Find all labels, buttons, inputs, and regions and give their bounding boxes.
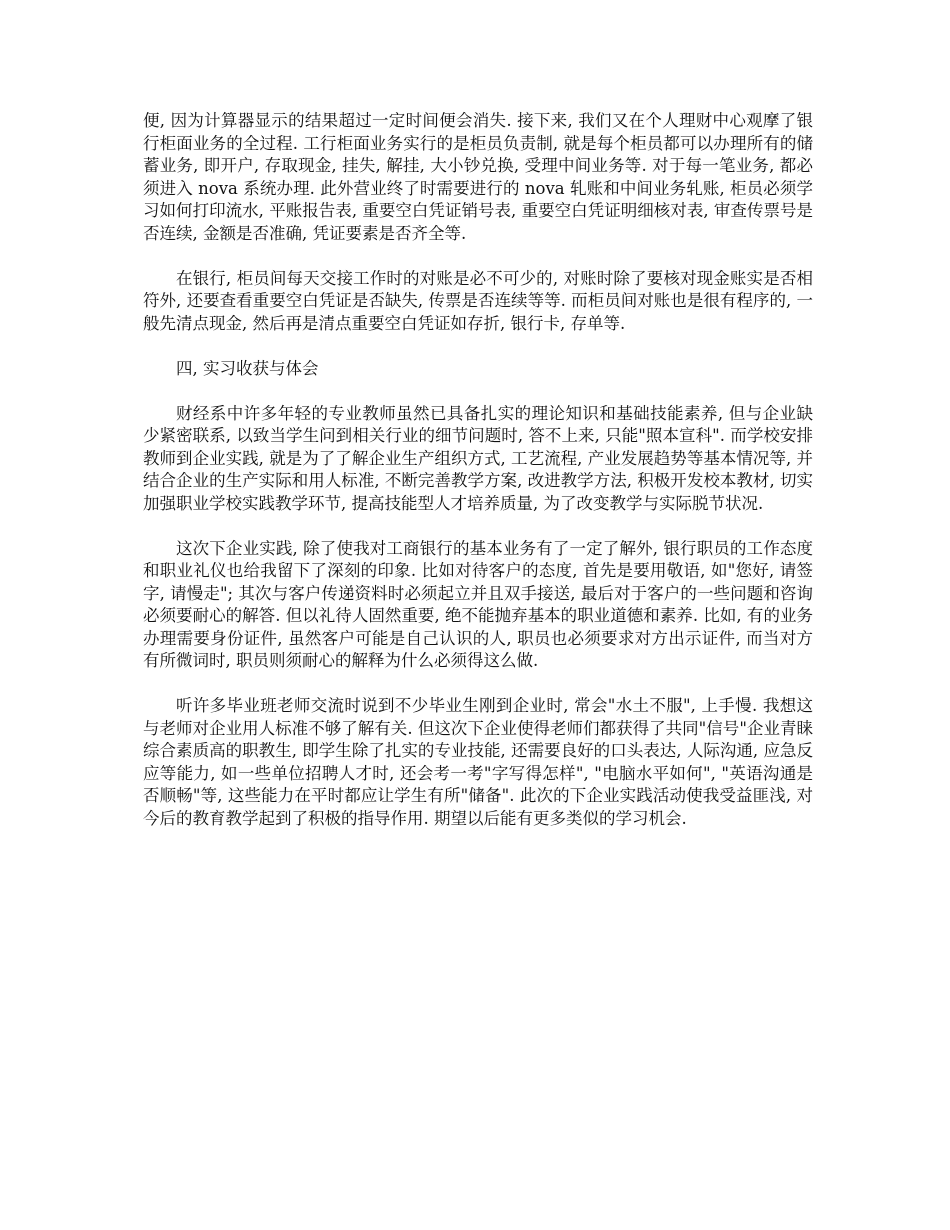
paragraph-teller-reconciliation: 在银行, 柜员间每天交接工作时的对账是必不可少的, 对账时除了要核对现金账实是否相符外, 还要查看重要空白凭证是否缺失, 传票是否连续等等. 而柜员间对账也是很有程序的, 一般先清点现金, 然后再是清点重要空白凭证如存折, 银行卡, 存单等. (143, 268, 813, 333)
paragraph-counter-operations: 便, 因为计算器显示的结果超过一定时间便会消失. 接下来, 我们又在个人理财中心观摩了银行柜面业务的全过程. 工行柜面业务实行的是柜员负责制, 就是每个柜员都可以办理所有的储蓄业务, 即开户, 存取现金, 挂失, 解挂, 大小钞兑换, 受理中间业务等. 对于每一笔业务, 都必须进入 nova 系统办理. 此外营业终了时需要进行的 nova 轧账和中间业务轧账, 柜员必须学习如何打印流水, 平账报告表, 重要空白凭证销号表, 重要空白凭证明细核对表, 审查传票号是否连续, 金额是否准确, 凭证要素是否齐全等. (143, 111, 813, 243)
document-page (143, 110, 813, 853)
paragraph-graduate-adaptation: 听许多毕业班老师交流时说到不少毕业生刚到企业时, 常会"水土不服", 上手慢. 我想这与老师对企业用人标准不够了解有关. 但这次下企业使得老师们都获得了共同"信号"企业青睐综合素质高的职教生, 即学生除了扎实的专业技能, 还需要良好的口头表达, 人际沟通, 应急反应等能力, 如一些单位招聘人才时, 还会考一考"字写得怎样", "电脑水平如何", "英语沟通是否顺畅"等, 这些能力在平时都应让学生有所"储备". 此次的下企业实践活动使我受益匪浅, 对今后的教育教学起到了积极的指导作用. 期望以后能有更多类似的学习机会. (143, 696, 813, 828)
section-heading-internship-gains: 四, 实习收获与体会 (176, 358, 319, 378)
paragraph-teacher-practice: 财经系中许多年轻的专业教师虽然已具备扎实的理论知识和基础技能素养, 但与企业缺少紧密联系, 以致当学生问到相关行业的细节问题时, 答不上来, 只能"照本宣科". 而学校安排教师到企业实践, 就是为了了解企业生产组织方式, 工艺流程, 产业发展趋势等基本情况等, 并结合企业的生产实际和用人标准, 不断完善教学方案, 改进教学方法, 积极开发校本教材, 切实加强职业学校实践教学环节, 提高技能型人才培养质量, 为了改变教学与实际脱节状况. (143, 403, 813, 513)
paragraph-work-attitude: 这次下企业实践, 除了使我对工商银行的基本业务有了一定了解外, 银行职员的工作态度和职业礼仪也给我留下了深刻的印象. 比如对待客户的态度, 首先是要用敬语, 如"您好, 请签字, 请慢走"; 其次与客户传递资料时必须起立并且双手接送, 最后对于客户的一些问题和咨询必须要耐心的解答. 但以礼待人固然重要, 绝不能抛弃基本的职业道德和素养. 比如, 有的业务办理需要身份证件, 虽然客户可能是自己认识的人, 职员也必须要求对方出示证件, 而当对方有所微词时, 职员则须耐心的解释为什么必须得这么做. (143, 538, 813, 670)
